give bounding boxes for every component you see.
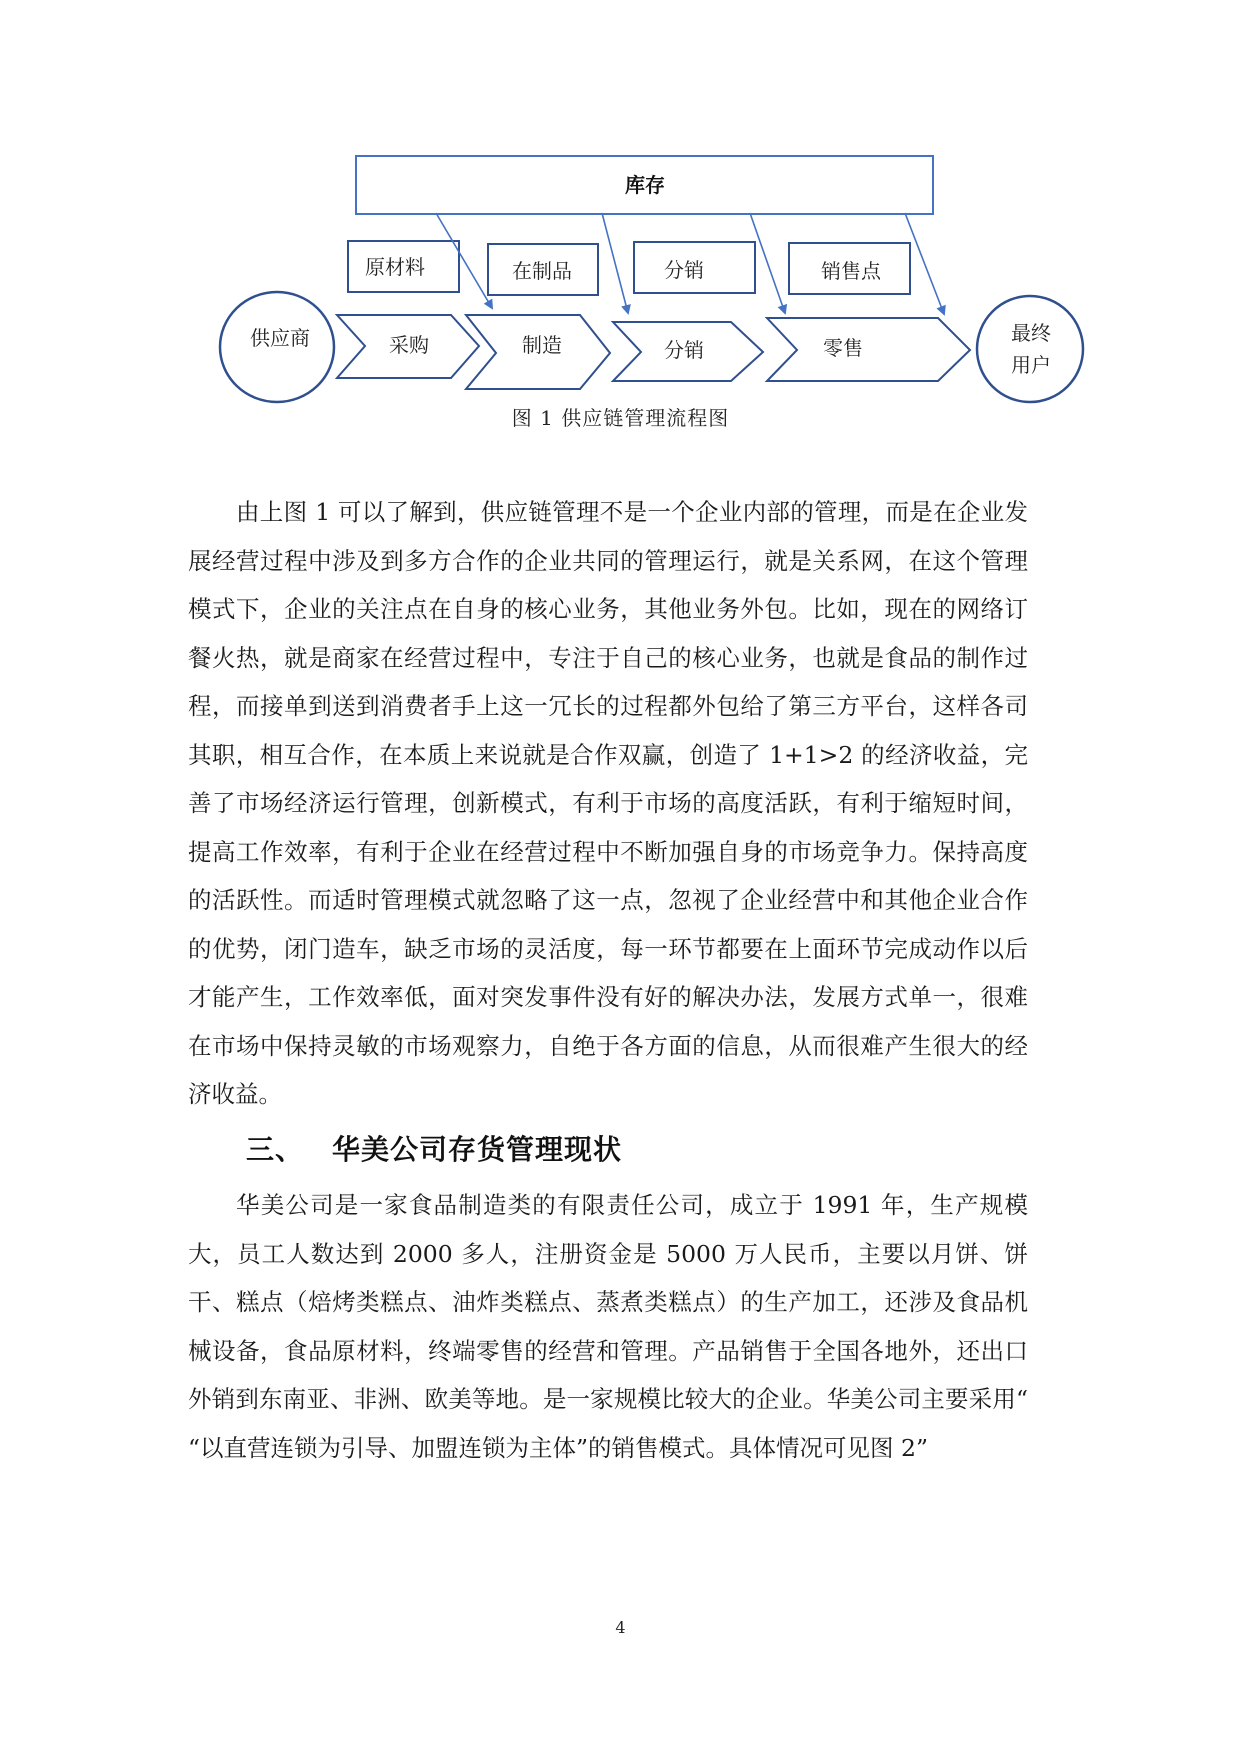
item-label-point-of-sale: 销售点 xyxy=(821,259,881,283)
item-label-distribution: 分销 xyxy=(664,258,704,282)
step-label-manufacturing: 制造 xyxy=(522,333,562,357)
step-label-distribution: 分销 xyxy=(664,338,704,362)
inventory-label: 库存 xyxy=(625,173,665,197)
supplier-label: 供应商 xyxy=(250,326,310,350)
section-heading-title: 华美公司存货管理现状 xyxy=(332,1133,623,1166)
step-label-retail: 零售 xyxy=(823,336,863,360)
page-number: 4 xyxy=(615,1618,626,1637)
body-paragraph-2: 华美公司是一家食品制造类的有限责任公司，成立于 1991 年，生产规模大，员工人数达到 2000 多人，注册资金是 5000 万人民币，主要以月饼、饼干、糕点（焙烤类糕点、油炸类糕点、蒸煮类糕点）的生产加工，还涉及食品机械设备，食品原材料，终端零售的经营和管理。产品销售于全国各地外，还出口外销到东南亚、非洲、欧美等地。是一家规模比较大的企业。华美公司主要采用“ “以直营连锁为引导、加盟连锁为主体”的销售模式。具体情况可见图 2” xyxy=(188,1191,1028,1462)
section-heading-number: 三、 xyxy=(246,1133,305,1166)
inventory-arrow-2 xyxy=(602,213,628,313)
item-label-raw-material: 原材料 xyxy=(365,255,425,279)
section-heading xyxy=(246,1128,622,1168)
end-user-circle xyxy=(977,296,1083,402)
step-label-procurement: 采购 xyxy=(389,333,429,357)
end-user-label-line2: 用户 xyxy=(1011,353,1051,377)
figure-caption: 图 1 供应链管理流程图 xyxy=(511,406,730,430)
diagram-canvas xyxy=(0,0,1241,440)
step-chevron-retail xyxy=(767,318,970,381)
supply-chain-diagram xyxy=(0,0,1241,440)
item-label-wip: 在制品 xyxy=(512,259,572,283)
body-paragraph-1: 由上图 1 可以了解到，供应链管理不是一个企业内部的管理，而是在企业发展经营过程中涉及到多方合作的企业共同的管理运行，就是关系网，在这个管理模式下，企业的关注点在自身的核心业务，其他业务外包。比如，现在的网络订餐火热，就是商家在经营过程中，专注于自己的核心业务，也就是食品的制作过程，而接单到送到消费者手上这一冗长的过程都外包给了第三方平台，这样各司其职，相互合作，在本质上来说就是合作双赢，创造了 1+1>2 的经济收益，完善了市场经济运行管理，创新模式，有利于市场的高度活跃，有利于缩短时间，提高工作效率，有利于企业在经营过程中不断加强自身的市场竞争力。保持高度的活跃性。而适时管理模式就忽略了这一点，忽视了企业经营中和其他企业合作的优势，闭门造车，缺乏市场的灵活度，每一环节都要在上面环节完成动作以后才能产生，工作效率低，面对突发事件没有好的解决办法，发展方式单一，很难在市场中保持灵敏的市场观察力，自绝于各方面的信息，从而很难产生很大的经济收益。 xyxy=(188,498,1028,1108)
end-user-label-line1: 最终 xyxy=(1011,321,1051,345)
